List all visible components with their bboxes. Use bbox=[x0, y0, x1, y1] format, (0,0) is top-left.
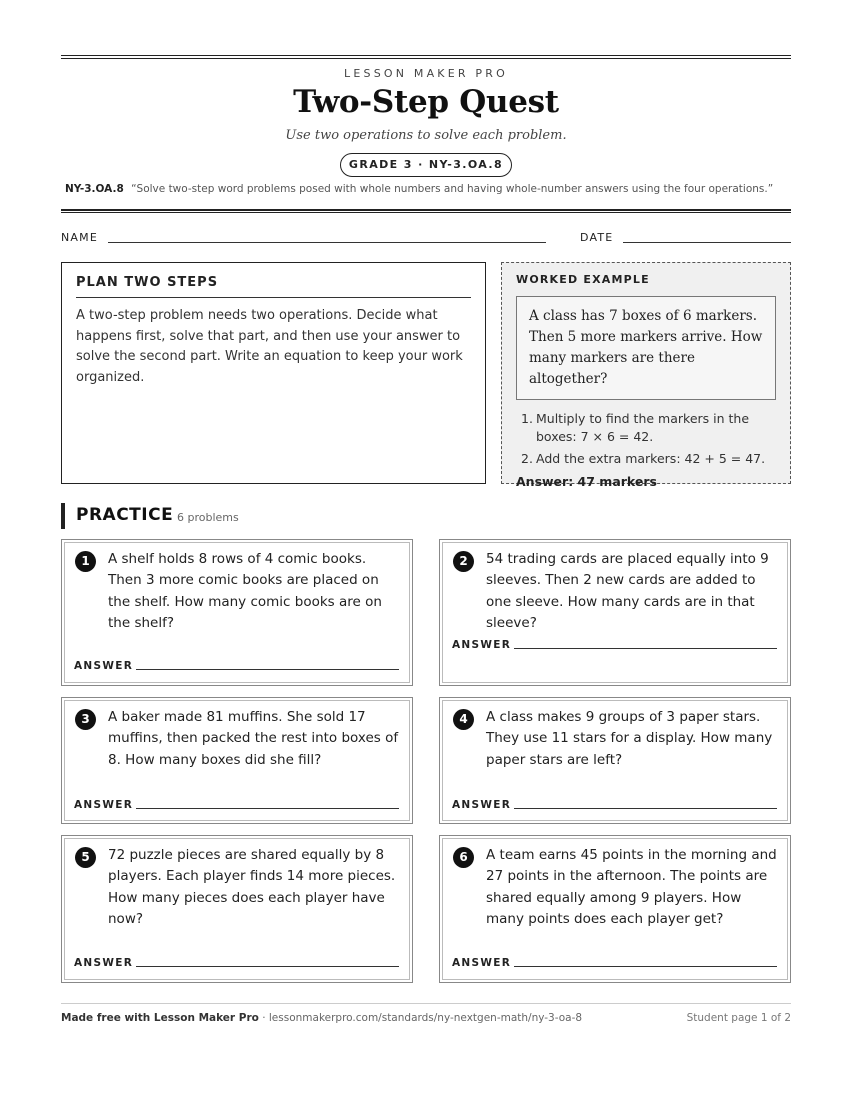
practice-heading: PRACTICE bbox=[76, 505, 174, 525]
answer-field[interactable] bbox=[136, 966, 399, 967]
footer-page-number: Student page 1 of 2 bbox=[686, 1012, 791, 1024]
problem-number: 3 bbox=[75, 709, 96, 730]
date-label: DATE bbox=[580, 231, 614, 244]
step-text: Add the extra markers: 42 + 5 = 47. bbox=[536, 451, 766, 466]
problem-number: 5 bbox=[75, 847, 96, 868]
header-double-rule bbox=[61, 55, 791, 59]
footer-url[interactable]: lessonmakerpro.com/standards/ny-nextgen-math/ny-3-oa-8 bbox=[268, 1012, 583, 1024]
problem-text: A class makes 9 groups of 3 paper stars. They use 11 stars for a display. How many paper stars are left? bbox=[486, 709, 773, 768]
problem-card bbox=[439, 539, 791, 686]
problem-card bbox=[61, 835, 413, 983]
answer-field[interactable] bbox=[514, 966, 777, 967]
answer-field[interactable] bbox=[514, 808, 777, 809]
practice-accent-bar bbox=[61, 503, 65, 529]
problem-number: 4 bbox=[453, 709, 474, 730]
date-field[interactable] bbox=[623, 242, 791, 243]
answer-label: ANSWER bbox=[452, 957, 512, 969]
problem-card bbox=[61, 697, 413, 824]
answer-label: ANSWER bbox=[452, 799, 512, 811]
worksheet-subtitle: Use two operations to solve each problem. bbox=[285, 128, 567, 143]
name-label: NAME bbox=[61, 231, 98, 244]
problem-number: 6 bbox=[453, 847, 474, 868]
worked-step bbox=[516, 410, 776, 446]
standard-code: NY-3.OA.8 bbox=[65, 183, 124, 195]
problem-card bbox=[61, 539, 413, 686]
plan-two-steps-panel bbox=[61, 262, 486, 484]
standard-description bbox=[65, 183, 791, 195]
problem-text: 72 puzzle pieces are shared equally by 8 players. Each player finds 14 more pieces. How many pieces does each player have now? bbox=[108, 847, 396, 927]
worked-example-title: WORKED EXAMPLE bbox=[516, 273, 650, 286]
problem-number: 2 bbox=[453, 551, 474, 572]
footer-divider bbox=[61, 1003, 791, 1004]
problem-number: 1 bbox=[75, 551, 96, 572]
answer-field[interactable] bbox=[514, 648, 777, 649]
problem-text: A shelf holds 8 rows of 4 comic books. Then 3 more comic books are placed on the shelf. How many comic books are on the shelf? bbox=[108, 551, 382, 631]
footer-made-with: Made free with Lesson Maker Pro bbox=[61, 1012, 259, 1024]
worked-example-problem: A class has 7 boxes of 6 markers. Then 5 more markers arrive. How many markers are there altogether? bbox=[516, 296, 776, 400]
answer-label: ANSWER bbox=[74, 660, 134, 672]
step-number: 2. bbox=[521, 451, 533, 466]
problem-card bbox=[439, 835, 791, 983]
answer-label: ANSWER bbox=[74, 957, 134, 969]
brand-name: LESSON MAKER PRO bbox=[344, 67, 508, 80]
answer-field[interactable] bbox=[136, 808, 399, 809]
problem-text: A team earns 45 points in the morning and 27 points in the afternoon. The points are shared equally among 9 players. How many points does each player get? bbox=[486, 847, 777, 927]
step-text: Multiply to find the markers in the boxes: 7 × 6 = 42. bbox=[536, 411, 750, 444]
practice-count: 6 problems bbox=[177, 511, 239, 524]
plan-text: A two-step problem needs two operations. Decide what happens first, solve that part, and then use your answer to solve the second part. Write an equation to keep your work organized. bbox=[76, 308, 463, 385]
answer-field[interactable] bbox=[136, 669, 399, 670]
footer-separator: · bbox=[262, 1012, 269, 1024]
standard-text: “Solve two-step word problems posed with whole numbers and having whole-number answers using the four operations.” bbox=[131, 183, 774, 195]
worksheet-title: Two-Step Quest bbox=[293, 84, 559, 120]
worked-example-panel bbox=[501, 262, 791, 489]
grade-standard-badge: GRADE 3 · NY-3.OA.8 bbox=[340, 153, 512, 177]
plan-title: PLAN TWO STEPS bbox=[76, 275, 471, 298]
worked-example-steps bbox=[516, 410, 776, 468]
step-number: 1. bbox=[521, 411, 533, 426]
footer-credit bbox=[61, 1012, 582, 1024]
worked-example-answer: Answer: 47 markers bbox=[516, 474, 657, 489]
problem-text: A baker made 81 muffins. She sold 17 muffins, then packed the rest into boxes of 8. How many boxes did she fill? bbox=[108, 709, 399, 768]
answer-label: ANSWER bbox=[74, 799, 134, 811]
name-field[interactable] bbox=[108, 242, 546, 243]
problem-text: 54 trading cards are placed equally into 9 sleeves. Then 2 new cards are added to one sleeve. How many cards are in that sleeve? bbox=[486, 551, 769, 631]
problem-card bbox=[439, 697, 791, 824]
header-bottom-rule bbox=[61, 209, 791, 213]
worked-step bbox=[516, 450, 776, 468]
answer-label: ANSWER bbox=[452, 639, 512, 651]
